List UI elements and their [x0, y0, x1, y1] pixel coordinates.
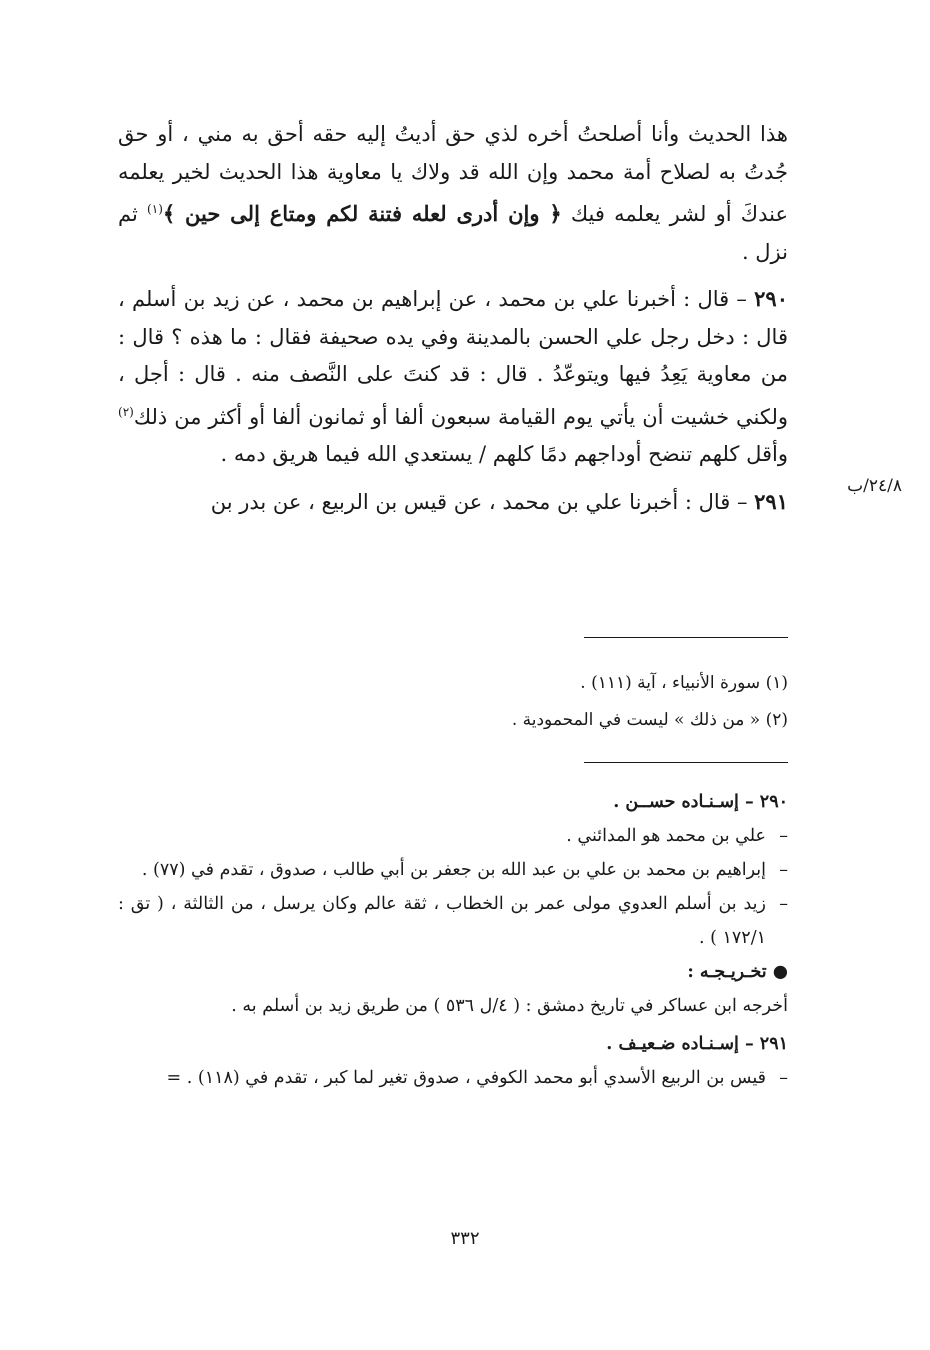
hadith-291: [118, 483, 788, 522]
intro-paragraph: [118, 116, 788, 271]
hadith-number-291: ٢٩١: [754, 488, 788, 514]
note-290-item: – علي بن محمد هو المدائني .: [118, 819, 788, 853]
manuscript-folio-note: ٢٤/٨/ب: [847, 476, 902, 496]
takhrij-text: أخرجه ابن عساكر في تاريخ دمشق : ( ٤/ل ٥٣٦ ) من طريق زيد بن أسلم به .: [231, 996, 788, 1016]
takhrij-heading: ● تخـريـجـه :: [687, 962, 788, 982]
hadith-separator: –: [736, 287, 747, 311]
hadith-290: [118, 280, 788, 474]
commentary-divider: [584, 762, 788, 763]
footnote-1: (١) سورة الأنبياء ، آية (١١١) .: [580, 673, 788, 693]
hadith-290-text-2: وأقل كلهم تنضح أوداجهم دمًا كلهم / يستعدي الله فيما هريق دمه .: [220, 442, 788, 466]
hadith-number-290: ٢٩٠: [754, 286, 788, 311]
note-291-heading: ٢٩١ – إسـنـاده ضـعيـف .: [606, 1034, 788, 1054]
note-290-heading: ٢٩٠ – إسـنـاده حســن .: [613, 792, 788, 812]
intro-tail: ثم نزل .: [118, 202, 788, 264]
main-text: [118, 116, 788, 530]
footnote-ref-1: (١): [147, 202, 163, 216]
footnote-divider: [584, 637, 788, 638]
page-number: ٣٣٢: [450, 1228, 480, 1249]
note-290-item: – إبراهيم بن محمد بن علي بن عبد الله بن جعفر بن أبي طالب ، صدوق ، تقدم في (٧٧) .: [118, 853, 788, 887]
footnote-2: (٢) « من ذلك » ليست في المحمودية .: [511, 710, 788, 730]
note-290-item: – زيد بن أسلم العدوي مولى عمر بن الخطاب ، ثقة عالم وكان يرسل ، من الثالثة ، ( تق : ١٧٢/١ ) .: [118, 887, 788, 955]
note-291-item: – قيس بن الربيع الأسدي أبو محمد الكوفي ، صدوق تغير لما كبر ، تقدم في (١١٨) . =: [118, 1061, 788, 1095]
hadith-separator: –: [736, 489, 748, 514]
commentary: [118, 785, 788, 1095]
footnotes: [118, 665, 788, 739]
intro-text: هذا الحديث وأنا أصلحتُ أخره لذي حق أديتُ إليه حقه أحق به مني ، أو حق جُدتُ به لصلاح أمة محمد وإن الله قد ولاك يا معاوية هذا الحديث لخير يعلمه عندكَ أو لشر يعلمه فيك: [118, 122, 788, 226]
hadith-290-text-1: قال : أخبرنا علي بن محمد ، عن إبراهيم بن محمد ، عن زيد بن أسلم ، قال : دخل رجل علي الحسن بالمدينة وفي يده صحيفة فقال : ما هذه ؟ قال : من معاوية يَعِدُ فيها ويتوعّدُ . قال : قد كنتَ على النَّصف منه . قال : أجل ، ولكني خشيت أن يأتي يوم القيامة سبعون ألفا أو ثمانون ألفا أو أكثر من ذلك: [118, 287, 788, 429]
footnote-ref-2: (٢): [118, 404, 134, 419]
quran-quote: ﴿ وإن أدرى لعله فتنة لكم ومتاع إلى حين ﴾: [162, 201, 562, 226]
hadith-291-text: قال : أخبرنا علي بن محمد ، عن قيس بن الربيع ، عن بدر بن: [210, 489, 731, 514]
